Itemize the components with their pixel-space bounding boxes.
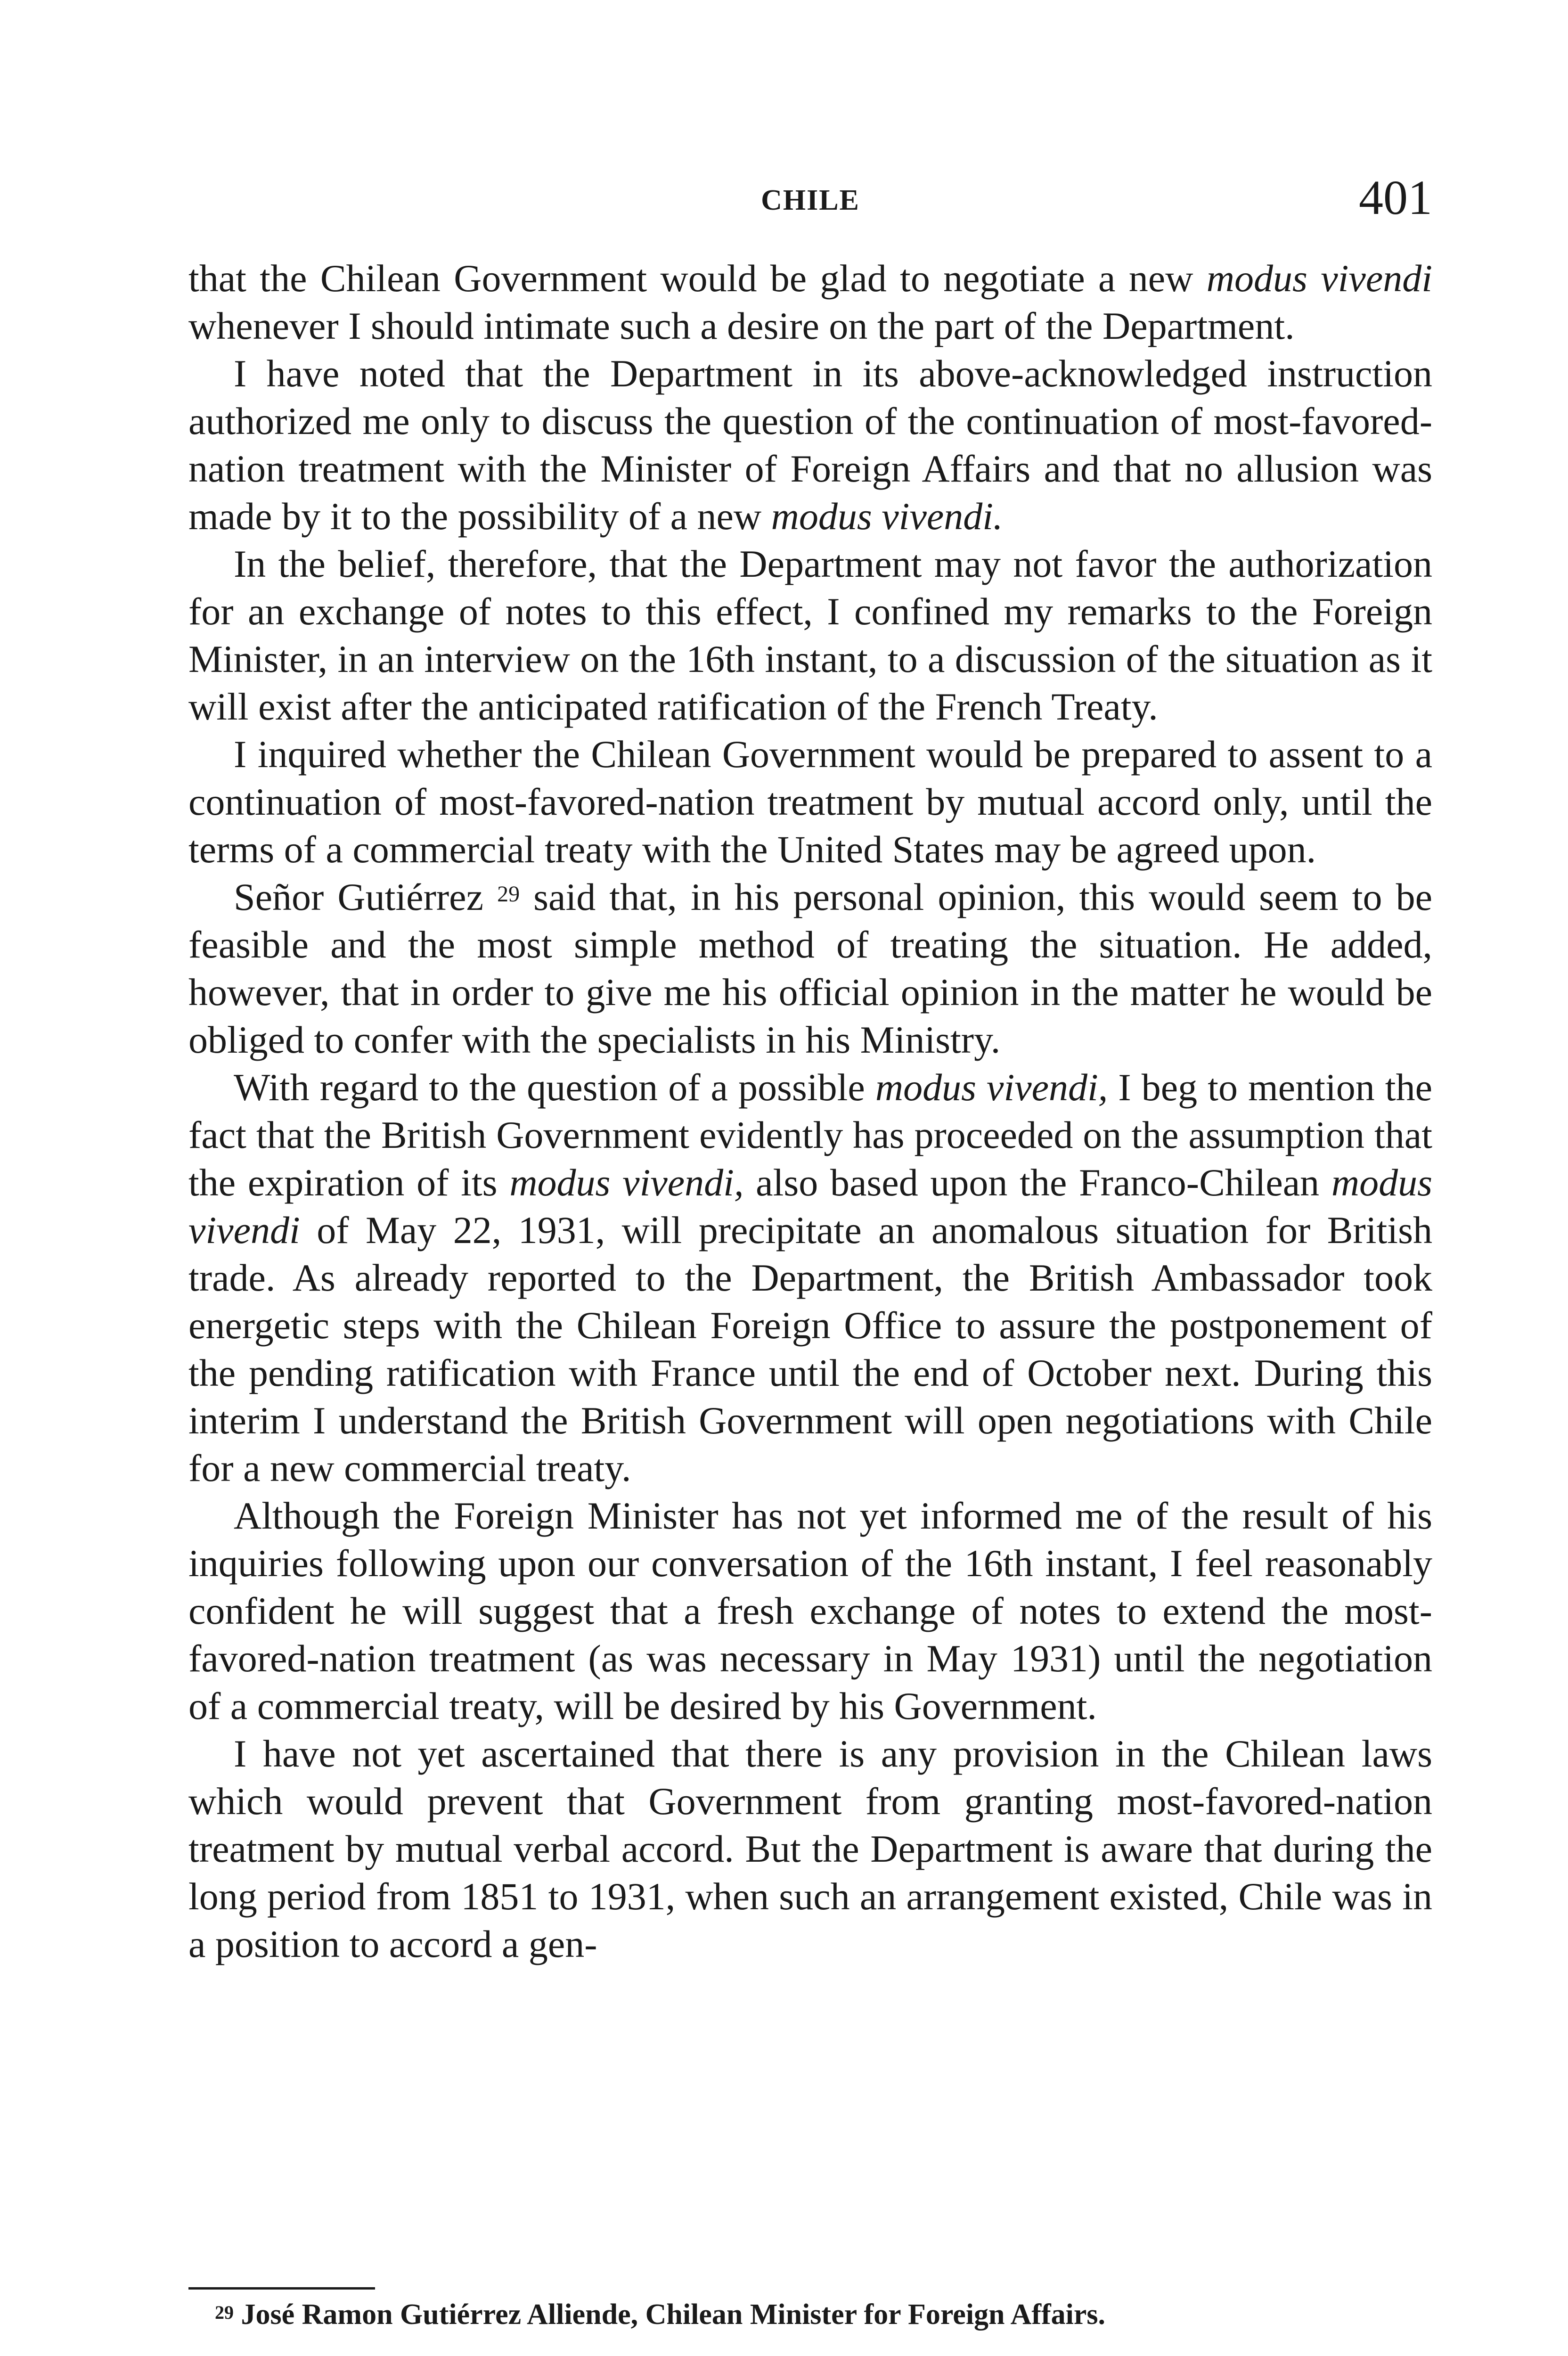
paragraph-6-text-d: of May 22, 1931, will precipitate an anomalous situation for British trade. As already reported to the Department, the British Ambassador took energetic steps with the Chilean Foreign Office to assure the postponement of the pending ratification with France until the end of October next. During this interim I understand the British Government will open negotiations with Chile for a new commercial treaty. bbox=[188, 1209, 1432, 1489]
footnote bbox=[188, 2296, 1432, 2333]
paragraph-6-text-a: With regard to the question of a possible bbox=[234, 1066, 875, 1109]
running-head: CHILE bbox=[761, 184, 860, 216]
paragraph-5-text-a: Señor Gutiérrez bbox=[234, 875, 498, 918]
paragraph-6-text-c: also based upon the Franco-Chilean bbox=[743, 1161, 1331, 1204]
footnote-reference[interactable]: 29 bbox=[497, 882, 520, 907]
paragraph-6-italic-a: modus vivendi, bbox=[875, 1066, 1108, 1109]
paragraph-1-text-b: whenever I should intimate such a desire on the part of the Department. bbox=[188, 304, 1295, 347]
paragraph-5 bbox=[188, 873, 1432, 1063]
paragraph-2-italic: modus vivendi. bbox=[771, 495, 1003, 538]
paragraph-6 bbox=[188, 1063, 1432, 1492]
page-number: 401 bbox=[1359, 171, 1432, 225]
paragraph-5-text-b: said that, in his personal opinion, this would seem to be feasible and the most simple method of treating the situation. He added, however, that in order to give me his official opinion in the matter he would be obliged to confer with the specialists in his Ministry. bbox=[188, 875, 1432, 1061]
footnote-divider bbox=[188, 2287, 375, 2290]
paragraph-1 bbox=[188, 254, 1432, 350]
body-text bbox=[188, 254, 1432, 1968]
footnote-text: José Ramon Gutiérrez Alliende, Chilean Minister for Foreign Affairs. bbox=[234, 2299, 1106, 2331]
paragraph-6-italic-b: modus vivendi, bbox=[509, 1161, 744, 1204]
paragraph-1-italic: modus vivendi bbox=[1206, 257, 1432, 300]
paragraph-6-italic-c: modus vivendi bbox=[188, 1161, 1433, 1252]
paragraph-8: I have not yet ascertained that there is any provision in the Chilean laws which would prevent that Government from granting most-favored-nation treatment by mutual verbal accord. But the Department is aware that during the long period from 1851 to 1931, when such an arrangement existed, Chile was in a position to accord a gen- bbox=[188, 1732, 1432, 1965]
paragraph-1-text-a: that the Chilean Government would be glad to negotiate a new bbox=[188, 257, 1207, 300]
paragraph-2 bbox=[188, 350, 1432, 540]
footnote-marker: 29 bbox=[215, 2302, 234, 2323]
paragraph-7: Although the Foreign Minister has not yet informed me of the result of his inquiries following upon our conversation of the 16th instant, I feel reasonably confident he will suggest that a fresh exchange of notes to extend the most-favored-nation treatment (as was necessary in May 1931) until the negotiation of a commercial treaty, will be desired by his Government. bbox=[188, 1494, 1432, 1727]
page-header bbox=[188, 170, 1432, 226]
paragraph-2-text-a: I have noted that the Department in its above-acknowledged instruction authorized me only to discuss the question of the continuation of most-favored-nation treatment with the Minister of Foreign Affairs and that no allusion was made by it to the possibility of a new bbox=[188, 352, 1432, 538]
paragraph-3: In the belief, therefore, that the Department may not favor the authorization for an exchange of notes to this effect, I confined my remarks to the Foreign Minister, in an interview on the 16th instant, to a discussion of the situation as it will exist after the anticipated ratification of the French Treaty. bbox=[188, 542, 1432, 728]
paragraph-4: I inquired whether the Chilean Government would be prepared to assent to a continuation of most-favored-nation treatment by mutual accord only, until the terms of a commercial treaty with the United States may be agreed upon. bbox=[188, 733, 1432, 871]
paragraph-6-text-b: I beg to mention the fact that the British Government evidently has proceeded on the assumption that the expiration of its bbox=[188, 1066, 1432, 1204]
